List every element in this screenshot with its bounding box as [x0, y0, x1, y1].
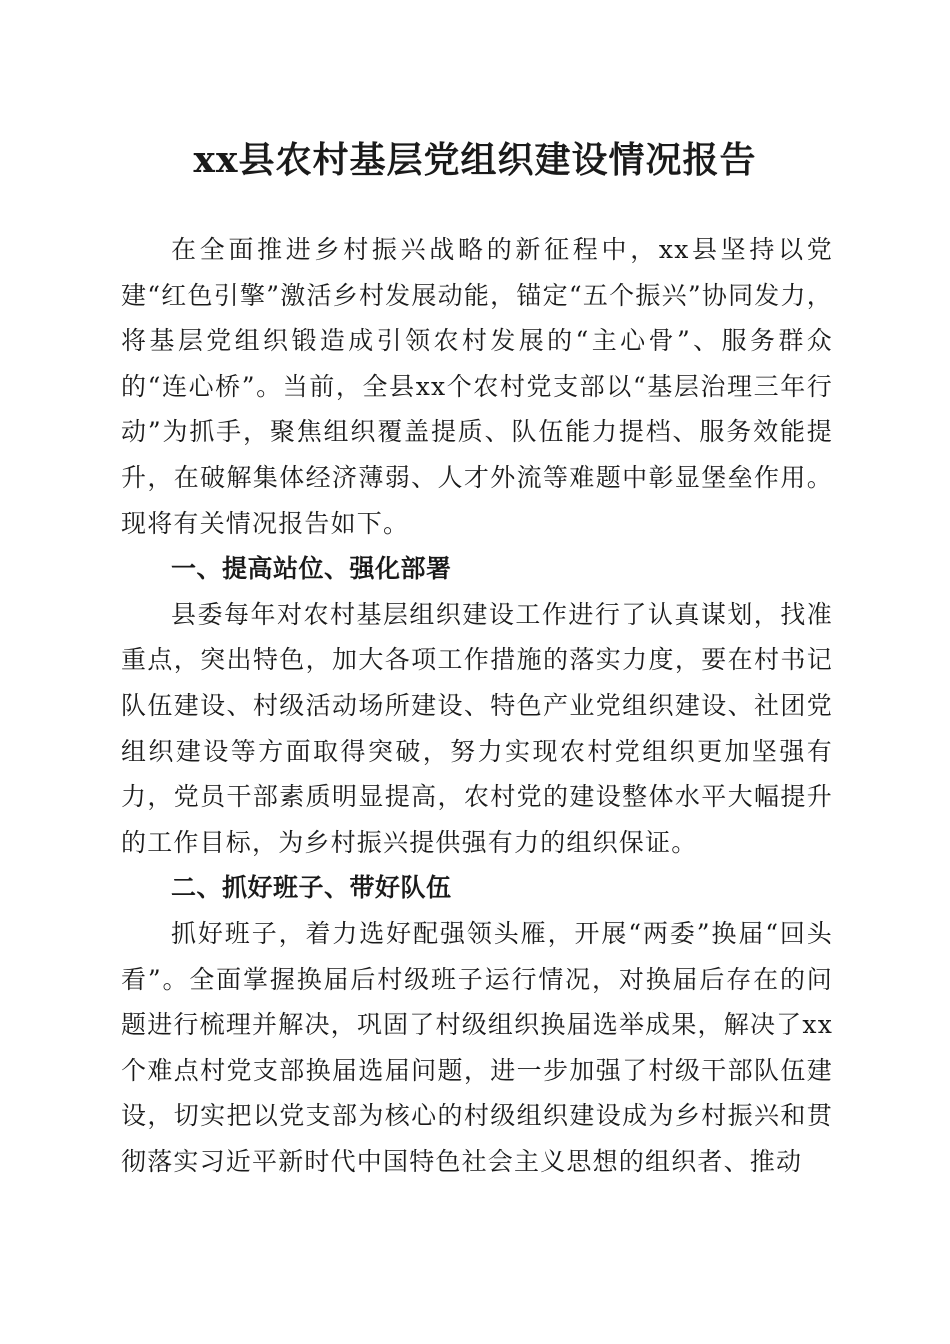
section-paragraph-1: 县委每年对农村基层组织建设工作进行了认真谋划，找准重点，突出特色，加大各项工作措施的落实力度，要在村书记队伍建设、村级活动场所建设、特色产业党组织建设、社团党组织建设等方面取得突破，努力实现农村党组织更加坚强有力，党员干部素质明显提高，农村党的建设整体水平大幅提升的工作目标，为乡村振兴提供强有力的组织保证。	[121, 599, 833, 857]
document-title: xx县农村基层党组织建设情况报告	[193, 139, 757, 181]
section-heading-1: 一、提高站位、强化部署	[171, 554, 452, 584]
document-body	[121, 227, 833, 1184]
intro-paragraph: 在全面推进乡村振兴战略的新征程中，xx县坚持以党建“红色引擎”激活乡村发展动能，锚定“五个振兴”协同发力，将基层党组织锻造成引领农村发展的“主心骨”、服务群众的“连心桥”。当前，全县xx个农村党支部以“基层治理三年行动”为抓手，聚焦组织覆盖提质、队伍能力提档、服务效能提升，在破解集体经济薄弱、人才外流等难题中彰显堡垒作用。现将有关情况报告如下。	[121, 235, 833, 538]
section-paragraph-2: 抓好班子，着力选好配强领头雁，开展“两委”换届“回头看”。全面掌握换届后村级班子运行情况，对换届后存在的问题进行梳理并解决，巩固了村级组织换届选举成果，解决了xx个难点村党支部换届选届问题，进一步加强了村级干部队伍建设，切实把以党支部为核心的村级组织建设成为乡村振兴和贯彻落实习近平新时代中国特色社会主义思想的组织者、推动	[121, 918, 833, 1176]
section-heading-2: 二、抓好班子、带好队伍	[171, 873, 452, 903]
